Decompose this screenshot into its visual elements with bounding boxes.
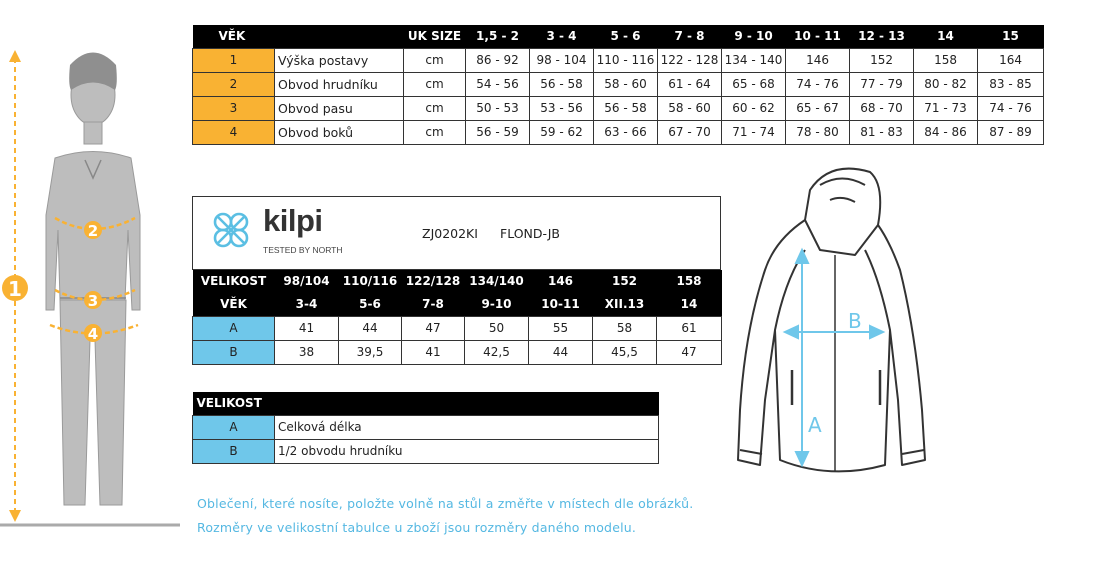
row-value: 59 - 62 (530, 121, 594, 145)
header-size: 7 - 8 (658, 25, 722, 49)
marker-2: 2 (87, 222, 99, 240)
age-cell: 14 (657, 293, 722, 317)
row-value: 110 - 116 (594, 49, 658, 73)
size-cell: 98/104 (275, 270, 339, 293)
row-value: 87 - 89 (978, 121, 1044, 145)
size-cell: 152 (593, 270, 657, 293)
measure-value: 42,5 (465, 341, 529, 365)
legend-label-a: A (193, 416, 275, 440)
row-value: 134 - 140 (722, 49, 786, 73)
row-label: Výška postavy (275, 49, 404, 73)
row-value: 84 - 86 (914, 121, 978, 145)
velikost-row (193, 270, 722, 293)
row-value: 164 (978, 49, 1044, 73)
note-line-2: Rozměry ve velikostní tabulce u zboží jsou rozměry daného modelu. (197, 520, 637, 535)
row-value: 65 - 68 (722, 73, 786, 97)
brand-name: kilpi (263, 203, 323, 238)
header-size: 1,5 - 2 (466, 25, 530, 49)
row-number: 3 (193, 97, 275, 121)
vek-label: VĚK (193, 293, 275, 317)
row-value: 152 (850, 49, 914, 73)
header-size: 14 (914, 25, 978, 49)
row-value: 67 - 70 (658, 121, 722, 145)
row-label: Obvod hrudníku (275, 73, 404, 97)
legend-label-b: B (193, 440, 275, 464)
child-figure (0, 40, 190, 540)
legend-table (192, 392, 659, 464)
legend-header (193, 392, 659, 416)
row-value: 158 (914, 49, 978, 73)
row-unit: cm (404, 97, 466, 121)
row-value: 83 - 85 (978, 73, 1044, 97)
velikost-label: VELIKOST (193, 270, 275, 293)
size-cell: 122/128 (402, 270, 465, 293)
row-value: 122 - 128 (658, 49, 722, 73)
measure-value: 50 (465, 317, 529, 341)
row-value: 65 - 67 (786, 97, 850, 121)
measure-value: 61 (657, 317, 722, 341)
row-value: 56 - 58 (594, 97, 658, 121)
table-row (193, 341, 722, 365)
size-cell: 158 (657, 270, 722, 293)
age-cell: 5-6 (339, 293, 402, 317)
age-cell: 7-8 (402, 293, 465, 317)
measure-label-b: B (193, 341, 275, 365)
measure-label-a: A (193, 317, 275, 341)
row-number: 4 (193, 121, 275, 145)
row-value: 54 - 56 (466, 73, 530, 97)
row-value: 71 - 74 (722, 121, 786, 145)
header-size: 12 - 13 (850, 25, 914, 49)
age-cell: 9-10 (465, 293, 529, 317)
row-label: Obvod boků (275, 121, 404, 145)
row-value: 68 - 70 (850, 97, 914, 121)
marker-1: 1 (8, 277, 22, 301)
brand-tagline: TESTED BY NORTH (263, 245, 343, 255)
measure-value: 38 (275, 341, 339, 365)
row-value: 56 - 58 (530, 73, 594, 97)
row-value: 74 - 76 (786, 73, 850, 97)
header-size: 10 - 11 (786, 25, 850, 49)
product-header (192, 196, 721, 270)
row-unit: cm (404, 121, 466, 145)
age-cell: XII.13 (593, 293, 657, 317)
jacket-label-b: B (848, 309, 862, 333)
jacket-illustration (730, 160, 940, 500)
jacket-label-a: A (808, 413, 822, 437)
row-value: 58 - 60 (658, 97, 722, 121)
product-code: ZJ0202KI (422, 226, 478, 241)
measure-value: 44 (529, 341, 593, 365)
product-measurement-table (192, 270, 722, 365)
legend-desc: Celková délka (275, 416, 659, 440)
measure-value: 58 (593, 317, 657, 341)
header-size: 3 - 4 (530, 25, 594, 49)
measure-value: 45,5 (593, 341, 657, 365)
row-number: 2 (193, 73, 275, 97)
size-cell: 134/140 (465, 270, 529, 293)
size-table-header (193, 25, 1044, 49)
measure-value: 47 (402, 317, 465, 341)
measure-value: 47 (657, 341, 722, 365)
row-number: 1 (193, 49, 275, 73)
row-value: 98 - 104 (530, 49, 594, 73)
row-value: 77 - 79 (850, 73, 914, 97)
header-vek: VĚK (193, 25, 404, 49)
marker-3: 3 (87, 292, 99, 310)
marker-4: 4 (87, 325, 99, 343)
measure-value: 41 (275, 317, 339, 341)
row-value: 71 - 73 (914, 97, 978, 121)
row-value: 63 - 66 (594, 121, 658, 145)
row-value: 81 - 83 (850, 121, 914, 145)
row-unit: cm (404, 73, 466, 97)
table-row (193, 97, 1044, 121)
row-value: 58 - 60 (594, 73, 658, 97)
header-size: 9 - 10 (722, 25, 786, 49)
size-table (192, 25, 1044, 145)
row-value: 86 - 92 (466, 49, 530, 73)
table-row (193, 317, 722, 341)
header-uk-size: UK SIZE (404, 25, 466, 49)
row-value: 74 - 76 (978, 97, 1044, 121)
size-cell: 110/116 (339, 270, 402, 293)
table-row (193, 440, 659, 464)
row-unit: cm (404, 49, 466, 73)
table-row (193, 121, 1044, 145)
row-value: 146 (786, 49, 850, 73)
header-size: 15 (978, 25, 1044, 49)
row-value: 61 - 64 (658, 73, 722, 97)
age-cell: 3-4 (275, 293, 339, 317)
measure-value: 55 (529, 317, 593, 341)
kilpi-logo-icon (207, 206, 255, 254)
table-row (193, 73, 1044, 97)
measure-value: 39,5 (339, 341, 402, 365)
note-line-1: Oblečení, které nosíte, položte volně na stůl a změřte v místech dle obrázků. (197, 496, 694, 511)
legend-desc: 1/2 obvodu hrudníku (275, 440, 659, 464)
table-row (193, 416, 659, 440)
table-row (193, 49, 1044, 73)
row-value: 53 - 56 (530, 97, 594, 121)
row-value: 60 - 62 (722, 97, 786, 121)
row-value: 56 - 59 (466, 121, 530, 145)
row-label: Obvod pasu (275, 97, 404, 121)
row-value: 80 - 82 (914, 73, 978, 97)
measure-value: 44 (339, 317, 402, 341)
row-value: 50 - 53 (466, 97, 530, 121)
vek-row (193, 293, 722, 317)
header-size: 5 - 6 (594, 25, 658, 49)
size-cell: 146 (529, 270, 593, 293)
row-value: 78 - 80 (786, 121, 850, 145)
age-cell: 10-11 (529, 293, 593, 317)
legend-header-label: VELIKOST (193, 392, 659, 416)
measure-value: 41 (402, 341, 465, 365)
product-model: FLOND-JB (500, 226, 560, 241)
